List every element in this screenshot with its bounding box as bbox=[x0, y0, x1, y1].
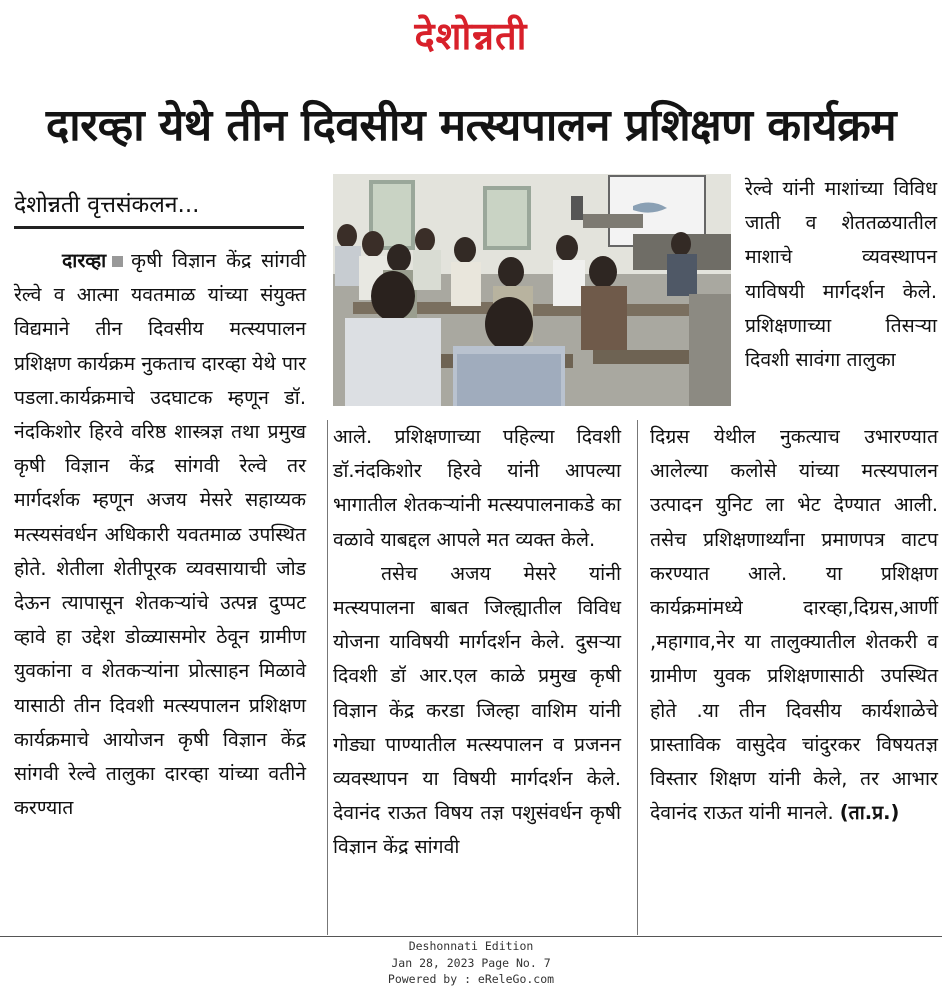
masthead-logo: देशोन्नती bbox=[414, 14, 528, 58]
signoff: (ता.प्र.) bbox=[839, 801, 900, 825]
headline: दारव्हा येथे तीन दिवसीय मत्स्यपालन प्रशिक्षण कार्यक्रम bbox=[45, 100, 897, 151]
article-column-1 bbox=[14, 244, 306, 825]
article-column-2 bbox=[333, 420, 621, 865]
column-2-paragraph: तसेच अजय मेसरे यांनी मत्स्यपालना बाबत जिल्ह्यातील विविध योजना याविषयी मार्गदर्शन केले. दुसऱ्या दिवशी डॉ आर.एल काळे प्रमुख कृषी विज्ञान केंद्र करडा जिल्हा वाशिम यांनी गोड्या पाण्यातील मत्स्यपालन व प्रजनन व्यवस्थापन या विषयी मार्गदर्शन केले. देवानंद राऊत विषय तज्ञ पशुसंवर्धन कृषी विज्ञान केंद्र सांगवी bbox=[333, 561, 621, 859]
footer-date-page: Jan 28, 2023 Page No. 7 bbox=[391, 955, 551, 970]
article-column-3-top: रेल्वे यांनी माशांच्या विविध जाती व शेततळयातील माशाचे व्यवस्थापन याविषयी मार्गदर्शन केले. प्रशिक्षणाच्या तिसऱ्या दिवशी सावंगा तालुका bbox=[745, 177, 937, 372]
column-3-text: दिग्रस येथील नुकत्याच उभारण्यात आलेल्या कलोसे यांच्या मत्स्यपालन उत्पादन युनिट ला भेट देण्यात आली. तसेच प्रशिक्षणार्थ्यांना प्रमाणपत्र वाटप करण्यात आले. या प्रशिक्षण कार्यक्रमांमध्ये दारव्हा,दिग्रस,आर्णी ,महागाव,नेर या तालुक्यातील शेतकरी व ग्रामीण युवक प्रशिक्षणासाठी उपस्थित होते .या तीन दिवसीय कार्यशाळेचे प्रास्ताविक वासुदेव चांदुरकर विषयतज्ञ विस्तार शिक्षण यांनी केले, तर आभार देवानंद राऊत यांनी मानले. bbox=[650, 425, 938, 825]
column-1-text: कृषी विज्ञान केंद्र सांगवी रेल्वे व आत्मा यवतमाळ यांच्या संयुक्त विद्यमाने तीन दिवसीय मत्स्यपालन प्रशिक्षण कार्यक्रम नुकताच दारव्हा येथे पार पडला.कार्यक्रमाचे उदघाटक म्हणून डॉ. नंदकिशोर हिरवे वरिष्ठ शास्त्रज्ञ तथा प्रमुख कृषी विज्ञान केंद्र सांगवी रेल्वे तर मार्गदर्शक म्हणून अजय मेसरे सहाय्यक मत्स्यसंवर्धन अधिकारी यवतमाळ उपस्थित होते. शेतीला शेतीपूरक व्यवसायाची जोड देऊन त्यापासून शेतकऱ्यांचे उत्पन्न दुप्पट व्हावे हा उद्देश डोळ्यासमोर ठेवून ग्रामीण युवकांना व शेतकऱ्यांना प्रोत्साहन मिळावे यासाठी तीन दिवशी मत्स्यपालन प्रशिक्षण कार्यक्रमाचे आयोजन कृषी विज्ञान केंद्र सांगवी रेल्वे तालुका दारव्हा यांच्या वतीने करण्यात bbox=[14, 249, 306, 820]
footer-powered-by: Powered by : eReleGo.com bbox=[387, 972, 555, 986]
bullet-square-icon bbox=[112, 256, 123, 267]
byline: देशोन्नती वृत्तसंकलन... bbox=[14, 186, 304, 229]
footer bbox=[0, 938, 942, 988]
column-divider bbox=[327, 420, 328, 935]
footer-divider bbox=[0, 936, 942, 937]
training-photo bbox=[333, 174, 731, 406]
dateline-place: दारव्हा bbox=[62, 249, 107, 272]
column-divider bbox=[637, 420, 638, 935]
article-column-3-bottom bbox=[650, 420, 938, 830]
column-2-paragraph: आले. प्रशिक्षणाच्या पहिल्या दिवशी डॉ.नंदकिशोर हिरवे यांनी आपल्या भागातील शेतकऱ्यांनी मत्स्यपालनाकडे का वळावे याबद्दल आपले मत व्यक्त केले. bbox=[333, 425, 621, 551]
footer-edition: Deshonnati Edition bbox=[408, 939, 534, 953]
